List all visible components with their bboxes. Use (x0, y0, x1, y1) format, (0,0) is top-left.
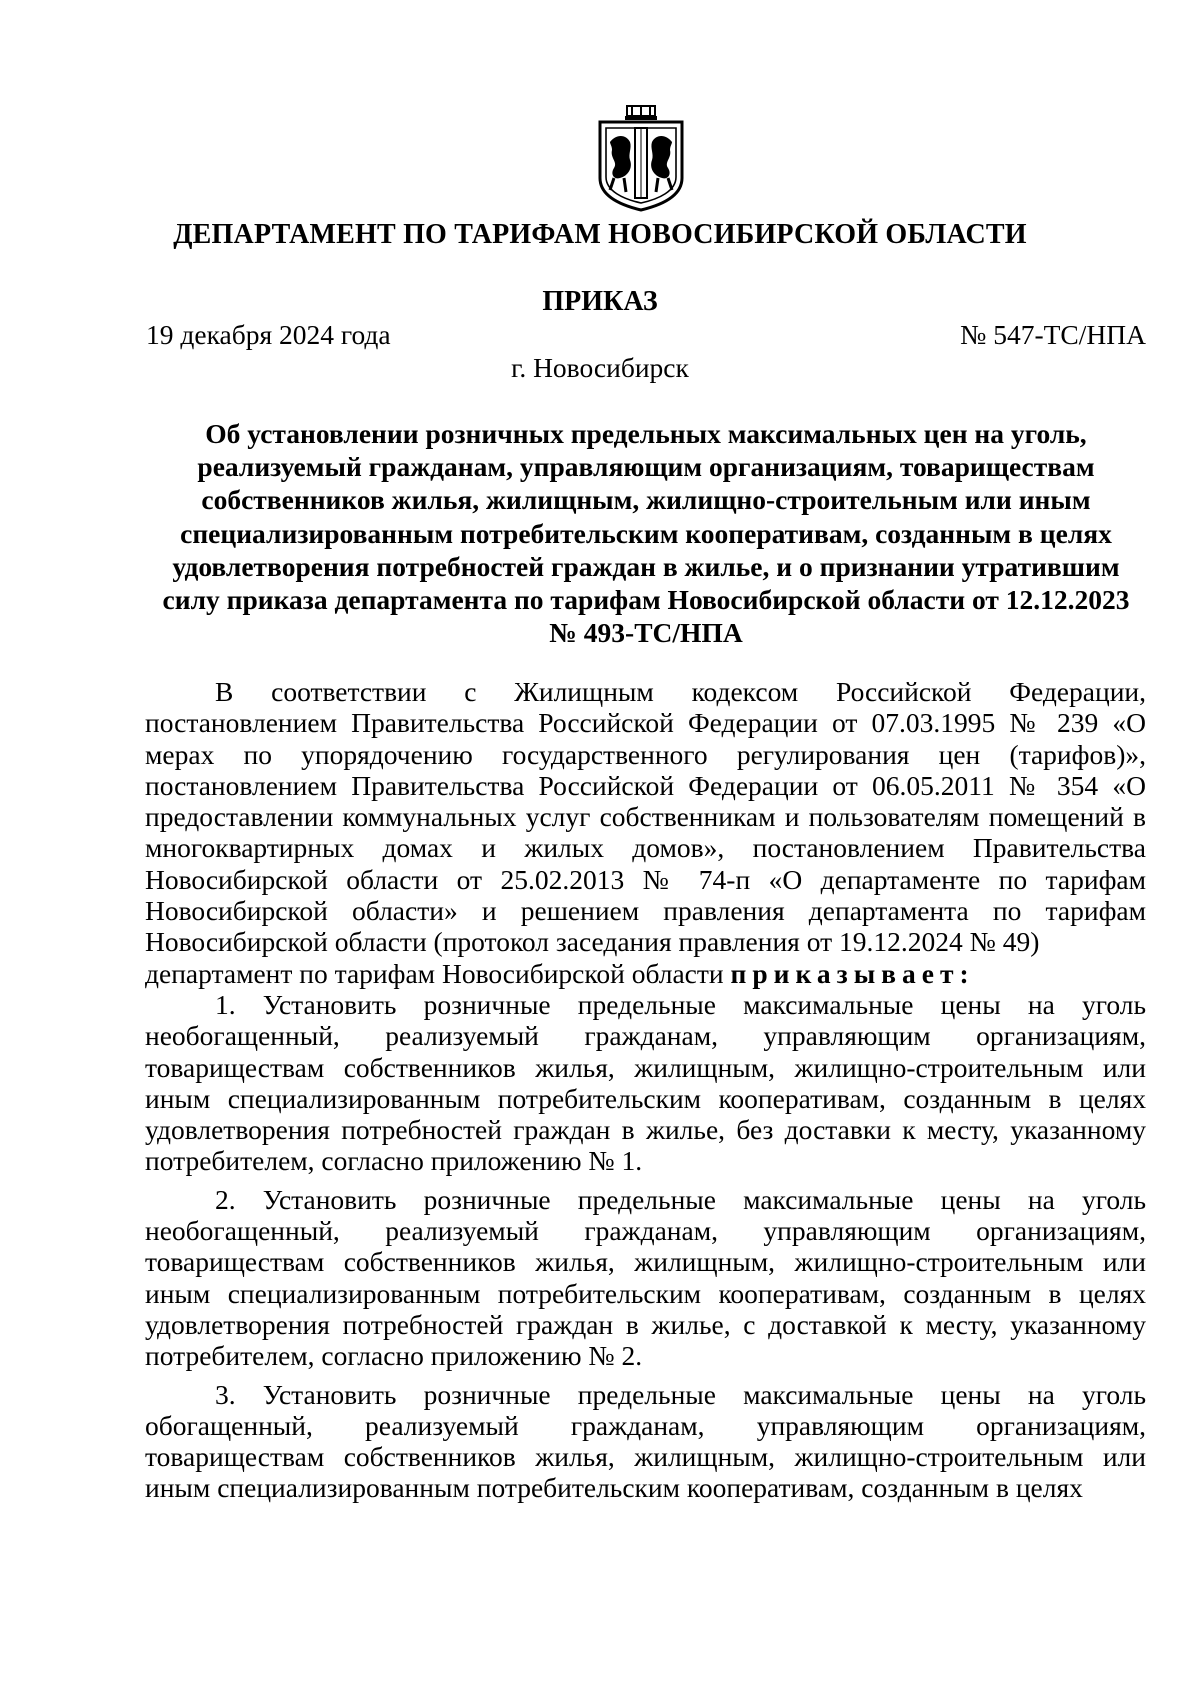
decree-line-text: департамент по тарифам Новосибирской области (145, 957, 731, 989)
department-name: ДЕПАРТАМЕНТ ПО ТАРИФАМ НОВОСИБИРСКОЙ ОБЛАСТИ (173, 219, 1027, 250)
coat-of-arms-icon (596, 104, 686, 212)
order-item-3: 3. Установить розничные предельные максимальные цены на уголь обогащенный, реализуемый гражданам, управляющим организациям, товариществам собственников жилья, жилищным, жилищно-строительным или иным специализированным потребительским кооперативам, созданным в целях (145, 1378, 1146, 1504)
decree-line-emphasis: приказывает: (730, 957, 975, 989)
order-city: г. Новосибирск (511, 352, 689, 383)
order-title: ПРИКАЗ (542, 286, 658, 317)
order-date: 19 декабря 2024 года (146, 319, 391, 350)
order-item-2: 2. Установить розничные предельные максимальные цены на уголь необогащенный, реализуемый гражданам, управляющим организациям, товариществам собственников жилья, жилищным, жилищно-строительным или иным специализированным потребительским кооперативам, созданным в целях удовлетворения потребностей граждан в жилье, с доставкой к месту, указанному потребителем, согласно приложению № 2. (145, 1183, 1146, 1372)
order-heading: Об установлении розничных предельных максимальных цен на уголь, реализуемый гражданам, управляющим организациям, товариществам собственников жилья, жилищным, жилищно-строительным или иным специализированным потребительским кооперативам, созданным в целях удовлетворения потребностей граждан в жилье, и о признании утратившим силу приказа департамента по тарифам Новосибирской области от 12.12.2023 № 493-ТС/НПА (162, 418, 1130, 649)
decree-line (145, 958, 1146, 989)
order-body (145, 676, 1146, 1504)
order-number: № 547-ТС/НПА (960, 319, 1146, 350)
preamble-paragraph: В соответствии с Жилищным кодексом Российской Федерации, постановлением Правительства Российской Федерации от 07.03.1995 № 239 «О мерах по упорядочению государственного регулирования цен (тарифов)», постановлением Правительства Российской Федерации от 06.05.2011 № 354 «О предоставлении коммунальных услуг собственникам и пользователям помещений в многоквартирных домах и жилых домов», постановлением Правительства Новосибирской области от 25.02.2013 № 74-п «О департаменте по тарифам Новосибирской области» и решением правления департамента по тарифам Новосибирской области (протокол заседания правления от 19.12.2024 № 49) (145, 676, 1146, 958)
order-item-1: 1. Установить розничные предельные максимальные цены на уголь необогащенный, реализуемый гражданам, управляющим организациям, товариществам собственников жилья, жилищным, жилищно-строительным или иным специализированным потребительским кооперативам, созданным в целях удовлетворения потребностей граждан в жилье, без доставки к месту, указанному потребителем, согласно приложению № 1. (145, 988, 1146, 1177)
